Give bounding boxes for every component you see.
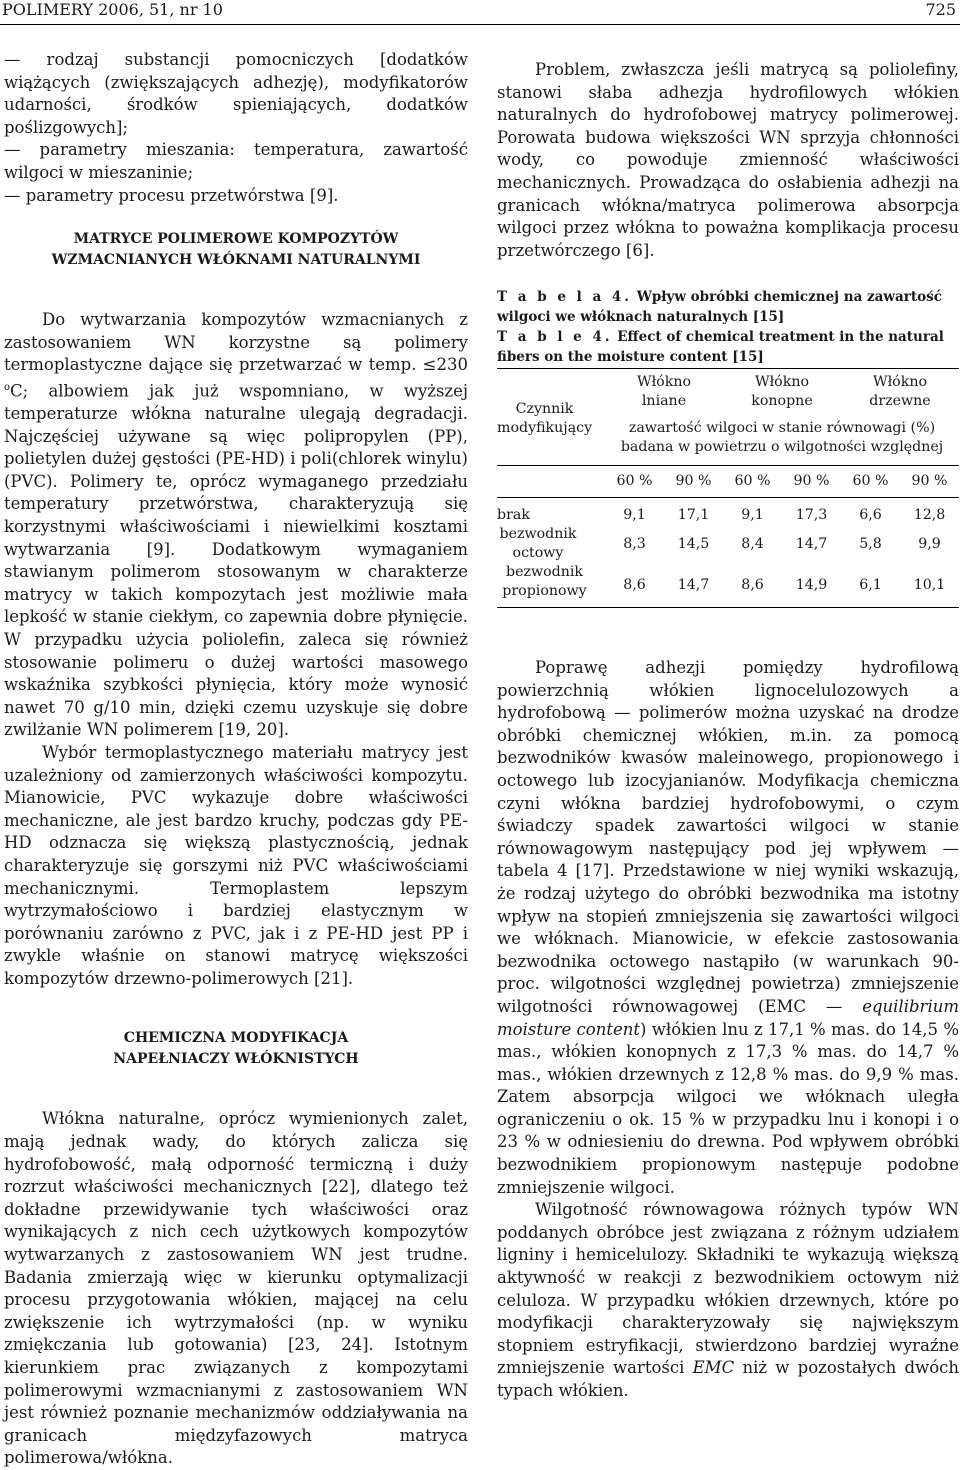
table-cell: 17,3 bbox=[795, 507, 828, 523]
table-header-humidity: 90 % bbox=[911, 473, 948, 489]
paragraph: Wilgotność równowagowa różnych typów WN poddanych obróbce jest związana z różnym udziałem ligniny i hemicelulozy. Składniki te wykazują większą aktywność w reakcji z bezwodnikiem octowym niż celuloza. W przypadku włókien drzewnych, które po modyfikacji charakteryzowały się największym stopniem estryfikacji, stwierdzono bardziej wyraźne zmniejszenie wartości EMC niż w pozostałych dwóch typach włókien. bbox=[497, 1200, 959, 1400]
list-item: — parametry procesu przetwórstwa [9]. bbox=[4, 185, 339, 205]
table-cell: 14,7 bbox=[677, 576, 710, 593]
paragraph: Poprawę adhezji pomiędzy hydrofilową powierzchnią włókien lignocelulozowych a hydrofobową — polimerów można uzyskać na drodze obróbki chemicznej włókien, m.in. za pomocą bezwodników kwasów maleinowego, propionowego i octowego lub izocyjanianów. Modyfikacja chemiczna czyni włókna bardziej hydrofobowymi, o czym świadczy spadek zawartości wilgoci w stanie równowagowym następujący pod jej wpływem — tabela 4 [17]. Przedstawione w niej wyniki wskazują, że rodzaj użytego do obróbki bezwodnika ma istotny wpływ na stopień zmniejszenia się zawartości wilgoci we włóknach. Mianowicie, w efekcie zastosowania bezwodnika octowego nastąpiło (w warunkach 90-proc. wilgotności względnej powietrza) zmniejszenie wilgotności równowagowej (EMC — equilibrium moisture content) włókien lnu z 17,1 % mas. do 14,5 % mas., włókien konopnych z 17,3 % mas. do 14,7 % mas., włókien drzewnych z 12,8 % mas. do 9,9 % mas. Zatem absorpcja wilgoci we włóknach uległa ograniczeniu o ok. 15 % w przypadku lnu i konopi i o 23 % w odniesieniu do drewna. Pod wpływem obróbki bezwodnikiem propionowym następuje podobne zmniejszenie wilgoci. bbox=[497, 658, 959, 1197]
paragraph: Problem, zwłaszcza jeśli matrycą są poliolefiny, stanowi słaba adhezja hydrofilowych włókien naturalnych do hydrofobowej matrycy polimerowej. Porowata budowa większości WN sprzyja chłonności wody, co powoduje zmienność właściwości mechanicznych. Prowadząca do osłabienia adhezji na granicach włókna/matryca polimerowa absorpcja wilgoci przez włókna to poważna komplikacja procesu przetwórczego [6]. bbox=[497, 60, 959, 260]
section-heading: MATRYCE POLIMEROWE KOMPOZYTÓW WZMACNIANYCH WŁÓKNAMI NATURALNYMI bbox=[51, 231, 421, 269]
table-cell: 6,1 bbox=[859, 576, 882, 593]
table-cell-modifier: bezwodnik octowy bbox=[499, 526, 577, 561]
table-header-humidity: 60 % bbox=[852, 473, 889, 489]
table-caption-en: T a b l e 4. Effect of chemical treatment in the natural fibers on the moisture content [15] bbox=[497, 329, 944, 365]
table-cell: 12,8 bbox=[913, 507, 946, 523]
table-header-modifier: Czynnik modyfikujący bbox=[497, 401, 593, 436]
table-cell: 8,3 bbox=[623, 535, 646, 552]
table-cell-modifier: bezwodnik propionowy bbox=[502, 564, 587, 599]
table-cell: 14,5 bbox=[677, 535, 710, 552]
table-cell: 17,1 bbox=[677, 507, 710, 523]
list-item: — rodzaj substancji pomocniczych [dodatków wiążących (zwiększających adhezję), modyfikatorów udarności, środków spieniających, dodatków poślizgowych]; bbox=[4, 50, 468, 137]
paragraph: Wybór termoplastycznego materiału matrycy jest uzależniony od zamierzonych właściwości kompozytu. Mianowicie, PVC wykazuje dobre właściwości mechaniczne, ale jest bardzo kruchy, podczas gdy PE-HD odznacza się większą plastycznością, jednak charakteryzuje się gorszymi niż PVC właściwościami mechanicznymi. Termoplastem lepszym wytrzymałościowo i bardziej elastycznym w porównaniu zarówno z PVC, jak i z PE-HD jest PP i zwykle właśnie on stanowi matrycę większości kompozytów drzewno-polimerowych [21]. bbox=[4, 742, 468, 988]
table-caption-pl: T a b e l a 4. Wpływ obróbki chemicznej na zawartość wilgoci we włóknach naturalnych [15] bbox=[497, 289, 942, 325]
table-cell: 9,9 bbox=[918, 535, 941, 552]
table-cell: 6,6 bbox=[859, 507, 882, 523]
table-header-humidity: 60 % bbox=[734, 473, 771, 489]
right-column-bottom bbox=[497, 657, 959, 1403]
table-header-humidity: 60 % bbox=[616, 473, 653, 489]
table-cell: 9,1 bbox=[741, 507, 764, 523]
table-cell: 9,1 bbox=[623, 507, 646, 523]
table-cell: 5,8 bbox=[859, 535, 882, 552]
table-row bbox=[497, 498, 959, 526]
page-header bbox=[0, 0, 960, 25]
table-row bbox=[497, 525, 959, 563]
paragraph: Do wytwarzania kompozytów wzmacnianych z zastosowaniem WN korzystne są polimery termoplastyczne dające się przetwarzać w temp. ≤230 $^o$C; albowiem jak już wspomniano, w wyższej temperaturze włókna naturalne ulegają degradacji. Najczęściej używane są więc polipropylen (PP), polietylen dużej gęstości (PE-HD) i poli(chlorek winylu) (PVC). Polimery te, oprócz wymaganego przedziału temperatury przetwórstwa, charakteryzują się korzystnymi właściwościami i niewielkimi kosztami wytwarzania [9]. Dodatkowym wymaganiem stawianym polimerom stosowanym w charakterze matrycy w takich kompozytach jest możliwie mała lepkość w stanie ciekłym, co zapewnia dobre płynięcie. W przypadku użycia poliolefin, zaleca się również stosowanie polimeru o dużej wartości masowego wskaźnika szybkości płynięcia, który może wynosić nawet 70 g/10 min, dzięki czemu uzyskuje się dobre zwilżanie WN polimerem [19, 20]. bbox=[4, 310, 468, 740]
table-caption bbox=[497, 287, 959, 367]
journal-citation: POLIMERY 2006, 51, nr 10 bbox=[2, 0, 223, 19]
table-header-fiber: Włókno lniane bbox=[637, 374, 691, 409]
table-cell: 14,9 bbox=[795, 576, 828, 593]
table-row bbox=[497, 563, 959, 608]
section-heading: CHEMICZNA MODYFIKACJA NAPEŁNIACZY WŁÓKNISTYCH bbox=[113, 1030, 359, 1068]
table-cell: 8,6 bbox=[741, 576, 764, 593]
list-item: — parametry mieszania: temperatura, zawartość wilgoci w mieszaninie; bbox=[4, 140, 468, 182]
left-column bbox=[4, 49, 468, 1470]
table-header-moisture: zawartość wilgoci w stanie równowagi (%) badana w powietrzu o wilgotności względnej bbox=[620, 420, 944, 455]
table-cell-modifier: brak bbox=[497, 507, 530, 523]
table-cell: 8,6 bbox=[623, 576, 646, 593]
table-cell: 10,1 bbox=[913, 576, 946, 593]
moisture-table bbox=[497, 368, 959, 608]
table-header-fiber: Włókno drzewne bbox=[869, 374, 931, 409]
right-column-top bbox=[497, 59, 959, 262]
page-number: 725 bbox=[925, 0, 956, 19]
table-header-humidity: 90 % bbox=[793, 473, 830, 489]
paragraph: Włókna naturalne, oprócz wymienionych zalet, mają jednak wady, do których zalicza się hydrofobowość, małą odporność termiczną i duży rozrzut właściwości mechanicznych [22], dlatego też dokładne przewidywanie tych właściwości oraz wynikających z nich cech użytkowych kompozytów wytwarzanych z zastosowaniem WN jest trudne. Badania zmierzają więc w kierunku optymalizacji procesu przygotowania włókien, mającej na celu zwiększenie ich wytrzymałości (np. w wyniku zmiękczania lub gotowania) [23, 24]. Istotnym kierunkiem prac związanych z kompozytami polimerowymi wzmacnianymi z zastosowaniem WN jest również poznanie mechanizmów oddziaływania na granicach międzyfazowych matryca polimerowa/włókna. bbox=[4, 1109, 468, 1468]
table-header-fiber: Włókno konopne bbox=[751, 374, 813, 409]
table-header-humidity: 90 % bbox=[675, 473, 712, 489]
table-cell: 14,7 bbox=[795, 535, 828, 552]
table-cell: 8,4 bbox=[741, 535, 764, 552]
